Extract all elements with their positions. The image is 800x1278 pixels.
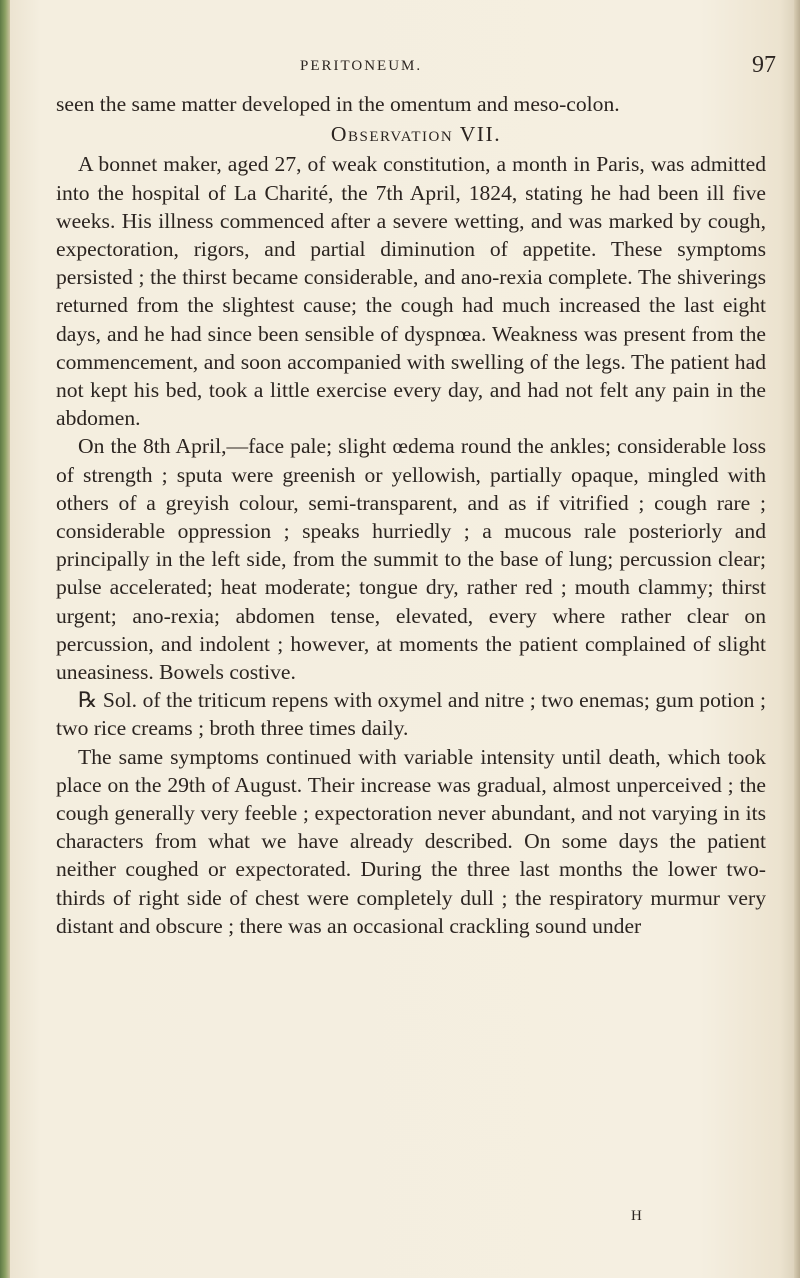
observation-heading: Observation VII. [330, 122, 502, 147]
page-outer-edge [794, 0, 800, 1278]
body-text [56, 90, 766, 940]
page-header [0, 54, 800, 84]
page-number: 97 [752, 52, 776, 78]
running-head: PERITONEUM. [300, 58, 423, 74]
signature-mark: H [631, 1208, 643, 1224]
prescription-paragraph: ℞ Sol. of the triticum repens with oxymel and nitre ; two enemas; gum potion ; two rice creams ; broth three times daily. [56, 688, 766, 741]
case-paragraph: A bonnet maker, aged 27, of weak constitution, a month in Paris, was admitted into the hospital of La Charité, the 7th April, 1824, stating he had been ill five weeks. His illness commenced after a severe wetting, and was marked by cough, expectoration, rigors, and partial diminution of appetite. These symptoms persisted ; the thirst became considerable, and ano-rexia complete. The shiverings returned from the slightest cause; the cough had much increased the last eight days, and he had since been sensible of dyspnœa. Weakness was present from the commencement, and soon accompanied with swelling of the legs. The patient had not kept his bed, took a little exercise every day, and had not felt any pain in the abdomen. [56, 152, 766, 431]
continuation-paragraph: seen the same matter developed in the omentum and meso-colon. [56, 92, 620, 116]
page-binding-edge [0, 0, 10, 1278]
progress-paragraph: The same symptoms continued with variable intensity until death, which took place on the 29th of August. Their increase was gradual, almost unperceived ; the cough generally very feeble ; expectoration never abundant, and not varying in its characters from what we have already described. On some days the patient neither coughed or expectorated. During the three last months the lower two-thirds of right side of chest were completely dull ; the respiratory murmur very distant and obscure ; there was an occasional crackling sound under [56, 744, 766, 938]
examination-paragraph: On the 8th April,—face pale; slight œdema round the ankles; considerable loss of strength ; sputa were greenish or yellowish, partially opaque, mingled with others of a greyish colour, semi-transparent, and as if vitrified ; cough rare ; considerable oppression ; speaks hurriedly ; a mucous rale posteriorly and principally in the left side, from the summit to the base of lung; percussion clear; pulse accelerated; heat moderate; tongue dry, rather red ; mouth clammy; thirst urgent; ano-rexia; abdomen tense, elevated, every where rather clear on percussion, and indolent ; however, at moments the patient complained of slight uneasiness. Bowels costive. [56, 434, 766, 685]
